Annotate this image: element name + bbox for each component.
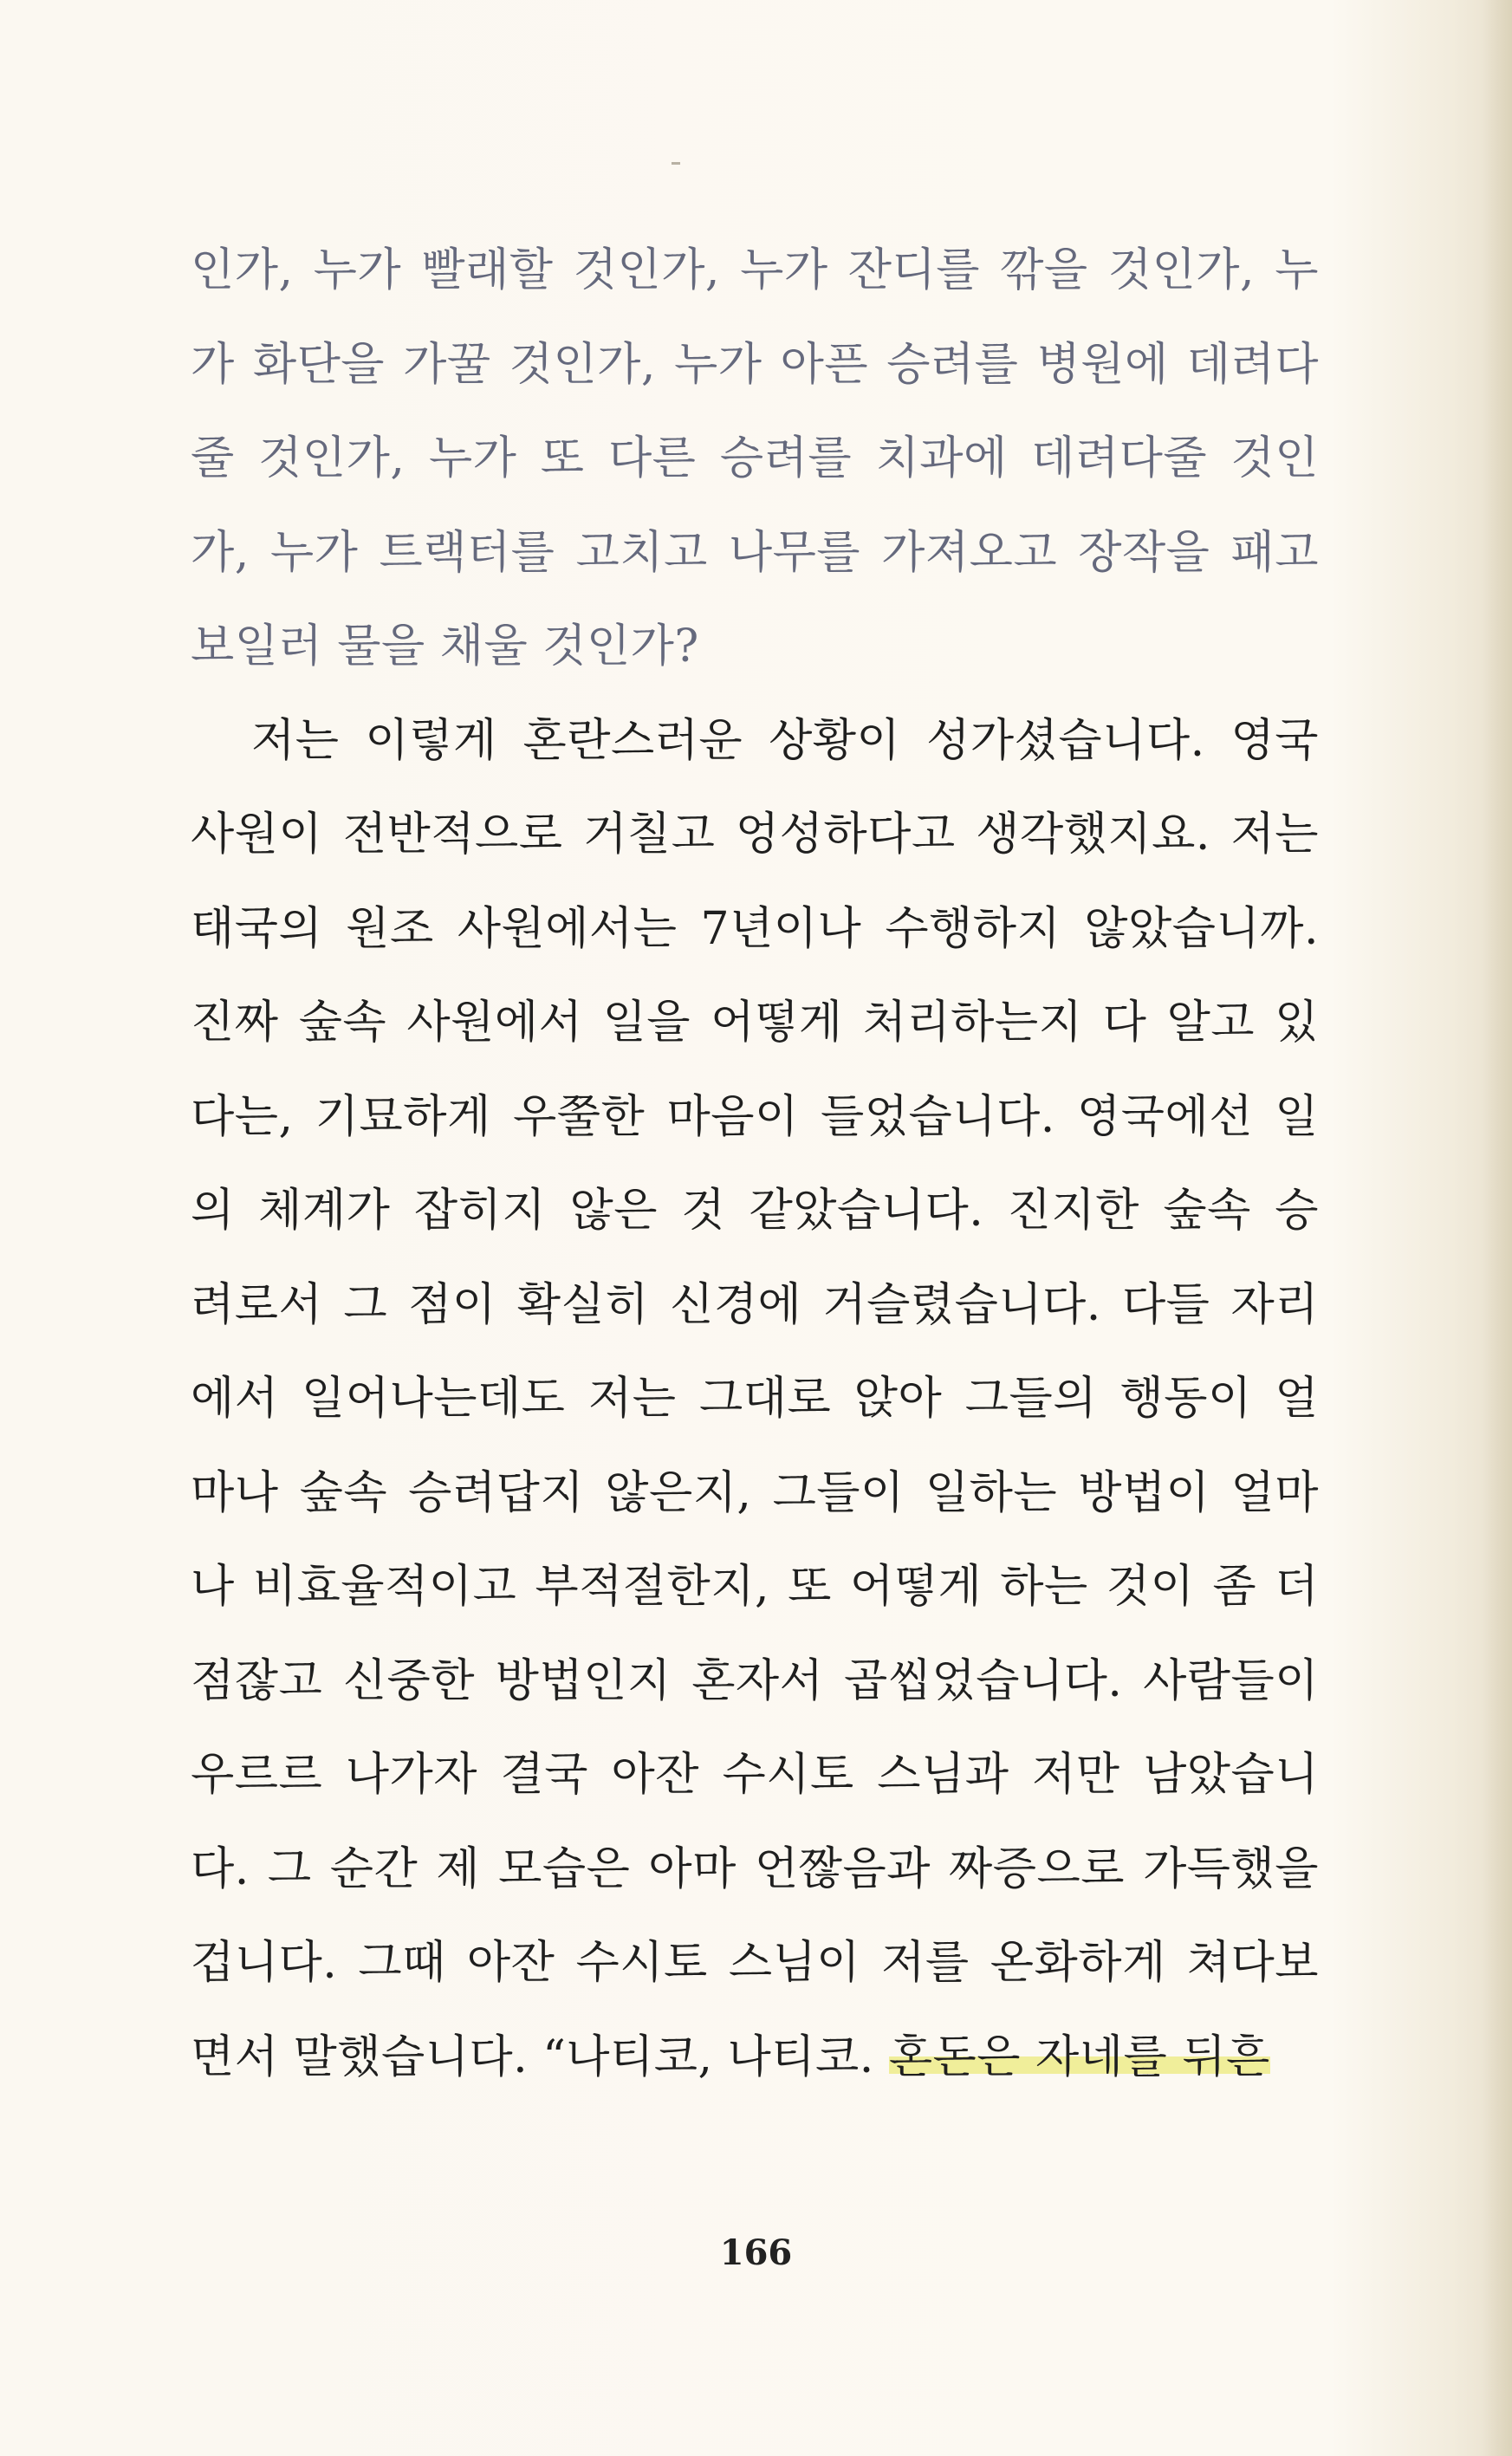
text-line: 점잖고 신중한 방법인지 혼자서 곱씹었습니다. 사람들이 bbox=[191, 1654, 1319, 1707]
text-line: 저는 이렇게 혼란스러운 상황이 성가셨습니다. 영국 bbox=[251, 714, 1319, 767]
text-line: 마나 숲속 승려답지 않은지, 그들이 일하는 방법이 얼마 bbox=[191, 1466, 1319, 1519]
text-line: 다. 그 순간 제 모습은 아마 언짢음과 짜증으로 가득했을 bbox=[191, 1842, 1319, 1895]
page-number: 166 bbox=[719, 2232, 793, 2273]
text-line: 가, 누가 트랙터를 고치고 나무를 가져오고 장작을 패고 bbox=[191, 526, 1319, 579]
text-line-last bbox=[191, 2011, 1319, 2105]
text-line: 나 비효율적이고 부적절한지, 또 어떻게 하는 것이 좀 더 bbox=[191, 1561, 1319, 1613]
text-line: 사원이 전반적으로 거칠고 엉성하다고 생각했지요. 저는 bbox=[191, 809, 1319, 861]
text-line: 의 체계가 잡히지 않은 것 같았습니다. 진지한 숲속 승 bbox=[191, 1185, 1319, 1237]
text-line: 인가, 누가 빨래할 것인가, 누가 잔디를 깎을 것인가, 누 bbox=[191, 244, 1319, 296]
text-line: 겁니다. 그때 아잔 수시토 스님이 저를 온화하게 쳐다보 bbox=[191, 1937, 1319, 1989]
text-line: 다는, 기묘하게 우쭐한 마음이 들었습니다. 영국에선 일 bbox=[191, 1090, 1319, 1143]
text-line: 가 화단을 가꿀 것인가, 누가 아픈 승려를 병원에 데려다 bbox=[191, 338, 1319, 391]
text-line: 려로서 그 점이 확실히 신경에 거슬렸습니다. 다들 자리 bbox=[191, 1278, 1319, 1331]
highlighted-text: 혼돈은 자네를 뒤흔 bbox=[888, 2030, 1270, 2083]
text-line: 태국의 원조 사원에서는 7년이나 수행하지 않았습니까. bbox=[191, 902, 1319, 955]
text-line: 우르르 나가자 결국 아잔 수시토 스님과 저만 남았습니 bbox=[191, 1749, 1319, 1801]
body-text bbox=[191, 224, 1319, 2104]
text-segment: 면서 말했습니다. “나티코, 나티코. bbox=[191, 2030, 889, 2083]
text-line: 에서 일어나는데도 저는 그대로 앉아 그들의 행동이 얼 bbox=[191, 1373, 1319, 1425]
text-line: 보일러 물을 채울 것인가? bbox=[191, 620, 699, 672]
text-line: 진짜 숲속 사원에서 일을 어떻게 처리하는지 다 알고 있 bbox=[191, 997, 1319, 1049]
page-binding-edge bbox=[1483, 0, 1512, 2456]
scan-mark bbox=[672, 162, 680, 165]
text-line: 줄 것인가, 누가 또 다른 승려를 치과에 데려다줄 것인 bbox=[191, 432, 1319, 484]
